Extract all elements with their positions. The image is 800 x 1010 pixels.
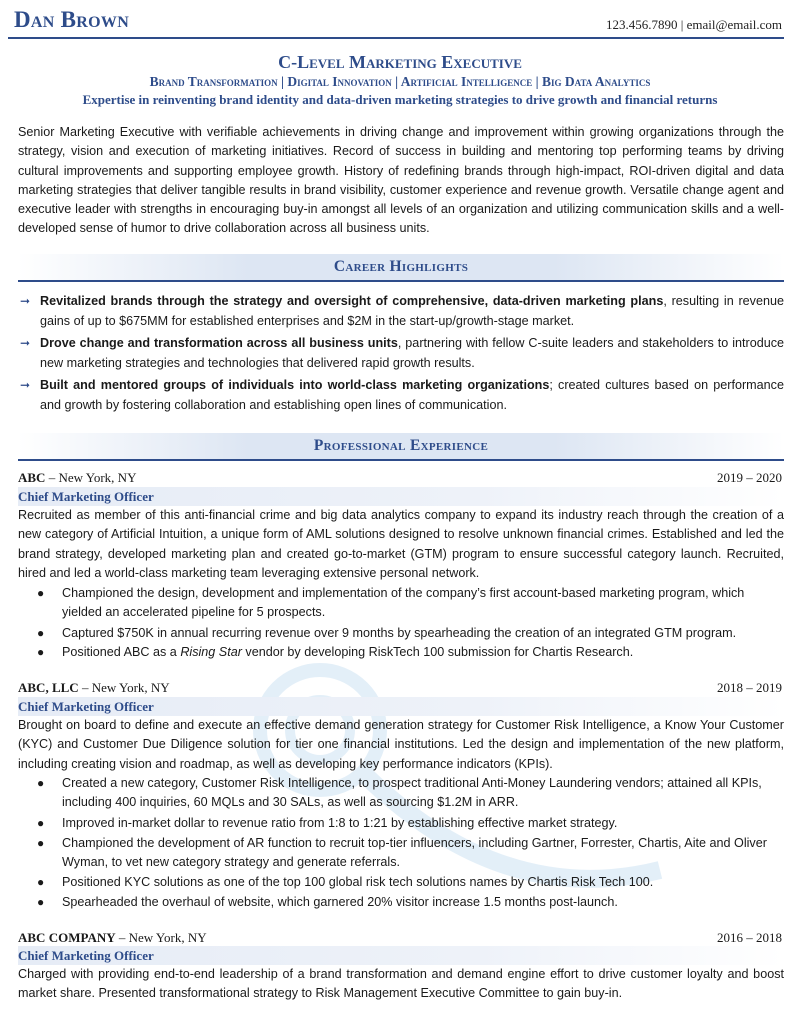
job-title: Chief Marketing Officer xyxy=(18,489,154,504)
arrow-icon: ➞ xyxy=(20,378,31,392)
highlight-item: ➞ Built and mentored groups of individuals into world-class marketing organizations; created cultures based on performance and growth by fostering collaboration and establishing open lines of communication. xyxy=(40,375,784,415)
career-highlights-heading xyxy=(18,254,784,282)
bullet-icon: ● xyxy=(37,776,45,790)
bullet-icon: ● xyxy=(37,816,45,830)
summary-paragraph: Senior Marketing Executive with verifiable achievements in driving change and improvement within growing organizations through the strategy, vision and execution of marketing initiatives. Record of success in building and mentoring top performing teams by driving cultural improvements and supporting employee growth. History of redefining brands through high-impact, ROI-driven digital and data marketing strategies that deliver tangible results in brand visibility, customer experience and revenue growth. Versatile change agent and executive leader with strengths in encouraging buy-in amongst all levels of an organization and utilizing communication skills and a well-developed sense of humor to drive collaboration across all business units. xyxy=(18,125,784,236)
headline: C-Level Marketing Executive xyxy=(278,52,522,72)
company-location: – New York, NY xyxy=(115,930,207,945)
section-title: Professional Experience xyxy=(313,437,489,454)
focus-areas: Brand Transformation | Digital Innovation | Artificial Intelligence | Big Data Analytics xyxy=(149,74,651,89)
job-title: Chief Marketing Officer xyxy=(18,699,154,714)
job-title-bar xyxy=(18,487,784,506)
job-dates: 2018 – 2019 xyxy=(717,680,782,695)
job-title-bar xyxy=(18,697,784,716)
bullet-icon: ● xyxy=(37,645,45,659)
highlight-item: ➞ Revitalized brands through the strategy and oversight of comprehensive, data-driven marketing plans, resulting in revenue gains of up to $675MM for established enterprises and $2M in the start-up/growth-stage market. xyxy=(40,291,784,331)
achievement-bullet: ● Captured $750K in annual recurring revenue over 9 months by spearheading the creation of an integrated GTM program. xyxy=(62,624,784,643)
highlight-item: ➞ Drove change and transformation across all business units, partnering with fellow C-suite leaders and stakeholders to introduce new marketing strategies and technologies that delivered rapid growth results. xyxy=(40,333,784,373)
company-name: ABC COMPANY xyxy=(18,930,116,945)
resume-header xyxy=(8,7,784,39)
company-location: – New York, NY xyxy=(45,470,137,485)
achievement-bullet: ● Positioned KYC solutions as one of the top 100 global risk tech solutions names by Chartis Risk Tech 100. xyxy=(62,873,784,892)
arrow-icon: ➞ xyxy=(20,294,31,308)
job-title-bar xyxy=(18,946,784,965)
job-dates: 2019 – 2020 xyxy=(717,470,782,485)
achievement-bullet: ● Spearheaded the overhaul of website, which garnered 20% visitor increase 1.5 months post-launch. xyxy=(62,893,784,912)
job-dates: 2016 – 2018 xyxy=(717,930,782,945)
achievement-bullet: ● Championed the development of AR function to recruit top-tier influencers, including Gartner, Forrester, Chartis, Aite and Oliver Wyman, to vet new category strategy and generate referrals. xyxy=(37,836,767,870)
professional-experience-heading xyxy=(18,433,784,461)
company-location: – New York, NY xyxy=(78,680,170,695)
achievement-bullet: ● Created a new category, Customer Risk Intelligence, to prospect traditional Anti-Money Laundering vendors; attained all KPIs, including 400 inquiries, 60 MQLs and 30 SALs, as well as sourcing $1.2M in ARR. xyxy=(37,776,762,810)
bullet-icon: ● xyxy=(37,626,45,640)
expertise-statement: Expertise in reinventing brand identity and data-driven marketing strategies to drive growth and financial returns xyxy=(82,92,718,107)
job-header xyxy=(18,680,784,698)
bullet-icon: ● xyxy=(37,586,45,600)
company-name: ABC xyxy=(18,470,46,485)
achievement-bullet: ● Championed the design, development and implementation of the company’s first account-based marketing program, which yielded an accelerated pipeline for 5 prospects. xyxy=(37,586,745,620)
achievement-bullet: ● Improved in-market dollar to revenue ratio from 1:8 to 1:21 by establishing effective market strategy. xyxy=(62,814,784,833)
bullet-icon: ● xyxy=(37,895,45,909)
job-header xyxy=(18,470,784,488)
job-description: Recruited as member of this anti-financial crime and big data analytics company to expand its industry reach through the creation of a new category of Artificial Intuition, a unique form of AML solutions designed to resolve unknown financial crimes. Established and led the brand strategy, developed marketing plan and created go-to-market (GTM) program to ensure successful category launch. Recruited, hired and led a world-class marketing team leveraging extensive personal network. xyxy=(18,508,784,580)
company-name: ABC, LLC xyxy=(18,680,79,695)
bullet-icon: ● xyxy=(37,836,45,850)
job-description: Brought on board to define and execute an effective demand generation strategy for Customer Risk Intelligence, a Know Your Customer (KYC) and Customer Due Diligence solution for tier one financial institutions. Led the design and implementation of the new platform, including creating vision and roadmap, as well as developing key performance indicators (KPIs). xyxy=(18,718,784,771)
title-block xyxy=(0,51,800,109)
bullet-icon: ● xyxy=(37,875,45,889)
contact-info: 123.456.7890 | email@email.com xyxy=(606,17,782,32)
job-description: Charged with providing end-to-end leadership of a brand transformation and demand engine effort to drive customer loyalty and boost market share. Presented transformational strategy to Risk Management Executive Committee to gain buy-in. xyxy=(18,967,784,1001)
achievement-bullet: ● Positioned ABC as a Rising Star vendor by developing RiskTech 100 submission for Chartis Research. xyxy=(62,643,784,662)
arrow-icon: ➞ xyxy=(20,336,31,350)
section-title: Career Highlights xyxy=(333,258,469,275)
job-title: Chief Marketing Officer xyxy=(18,948,154,963)
candidate-name: Dan Brown xyxy=(14,7,130,32)
